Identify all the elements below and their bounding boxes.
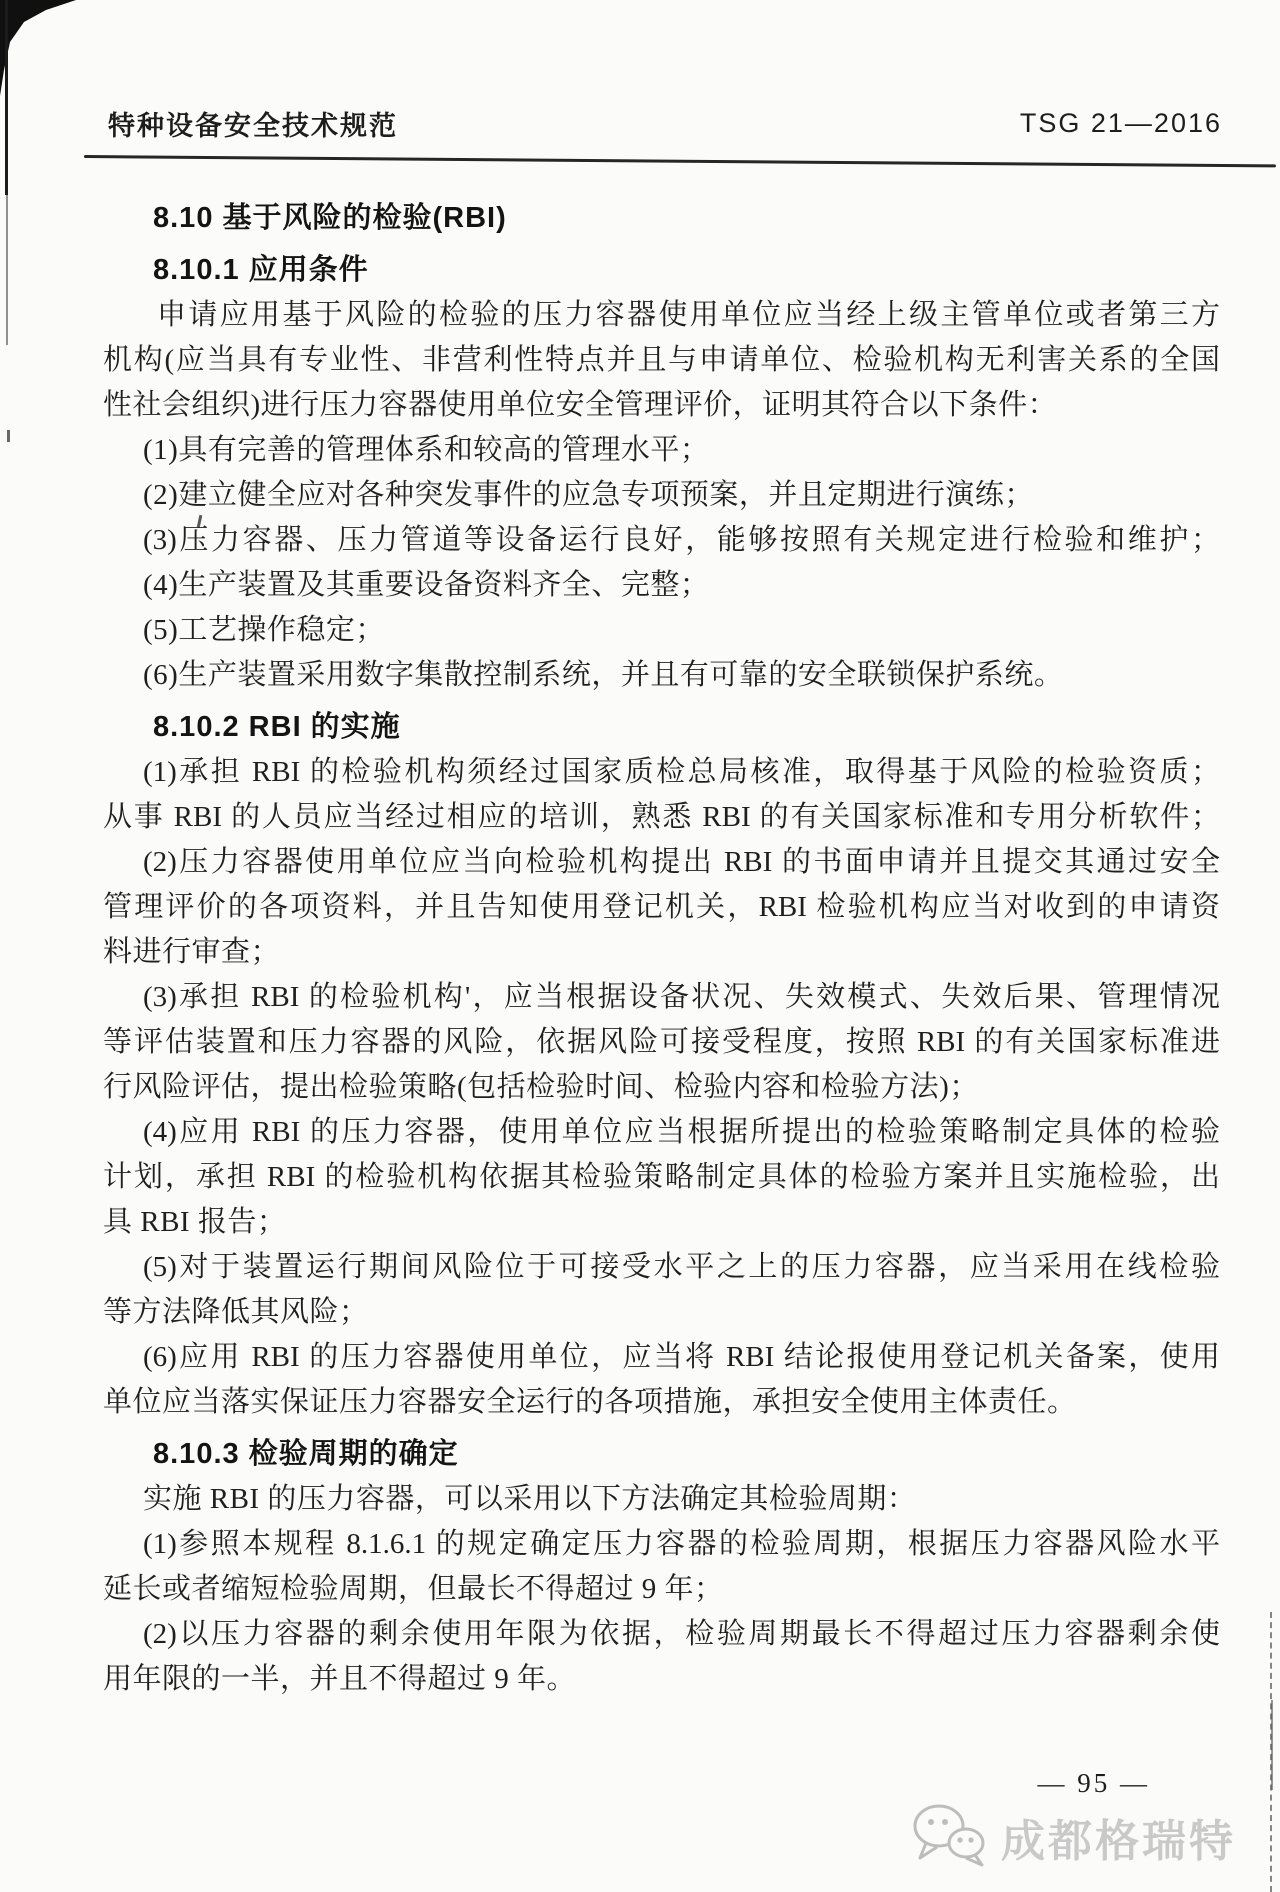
page-number: — 95 — [1037, 1768, 1150, 1798]
text-line: (6)生产装置采用数字集散控制系统，并且有可靠的安全联锁保护系统。 [143, 659, 1064, 691]
text-line: 行风险评估，提出检验策略(包括检验时间、检验内容和检验方法)； [103, 1071, 979, 1103]
text-line: 管理评价的各项资料，并且告知使用登记机关，RBI 检验机构应当对收到的申请资 [103, 891, 1220, 923]
text-line: 机构(应当具有专业性、非营利性特点并且与申请单位、检验机构无利害关系的全国 [103, 344, 1220, 376]
text-line: (5)工艺操作稳定； [143, 614, 385, 646]
section-heading: 8.10 基于风险的检验(RBI) [153, 202, 507, 234]
text-line: 从事 RBI 的人员应当经过相应的培训，熟悉 RBI 的有关国家标准和专用分析软件； [103, 801, 1220, 833]
text-line: 等评估装置和压力容器的风险，依据风险可接受程度，按照 RBI 的有关国家标准进 [103, 1026, 1220, 1058]
text-line: (1)参照本规程 8.1.6.1 的规定确定压力容器的检验周期，根据压力容器风险水平 [143, 1528, 1220, 1560]
text-line: (5)对于装置运行期间风险位于可接受水平之上的压力容器，应当采用在线检验 [143, 1251, 1220, 1283]
scan-edge-line [6, 195, 8, 345]
text-line: (1)承担 RBI 的检验机构须经过国家质检总局核准，取得基于风险的检验资质； [143, 756, 1220, 788]
text-line: (4)应用 RBI 的压力容器，使用单位应当根据所提出的检验策略制定具体的检验 [143, 1116, 1220, 1148]
text-line: (6)应用 RBI 的压力容器使用单位，应当将 RBI 结论报使用登记机关备案，使用 [143, 1341, 1220, 1373]
text-line: (2)压力容器使用单位应当向检验机构提出 RBI 的书面申请并且提交其通过安全 [143, 846, 1220, 878]
text-line: 延长或者缩短检验周期，但最长不得超过 9 年； [103, 1573, 724, 1605]
text-line: (3)承担 RBI 的检验机构'，应当根据设备状况、失效模式、失效后果、管理情况 [143, 981, 1220, 1013]
text-line: 性社会组织)进行压力容器使用单位安全管理评价，证明其符合以下条件： [103, 389, 1058, 421]
text-line: (4)生产装置及其重要设备资料齐全、完整； [143, 569, 710, 601]
section-heading: 8.10.1 应用条件 [153, 254, 369, 286]
document-body [103, 196, 1220, 1702]
text-line: 计划，承担 RBI 的检验机构依据其检验策略制定具体的检验方案并且实施检验，出 [103, 1161, 1220, 1193]
document-header-code: TSG 21—2016 [1019, 108, 1222, 138]
scan-edge-line [5, 0, 8, 195]
scan-edge-line [1271, 1700, 1273, 1790]
document-header-title: 特种设备安全技术规范 [108, 111, 398, 141]
text-line: 具 RBI 报告； [103, 1206, 287, 1238]
text-line: (3)压力容器、压力管道等设备运行良好，能够按照有关规定进行检验和维护； [143, 524, 1220, 556]
text-line: 单位应当落实保证压力容器安全运行的各项措施，承担安全使用主体责任。 [103, 1386, 1077, 1418]
section-heading: 8.10.2 RBI 的实施 [153, 711, 401, 743]
scan-speck [7, 430, 10, 442]
text-line: 用年限的一半，并且不得超过 9 年。 [103, 1663, 577, 1695]
text-line: (1)具有完善的管理体系和较高的管理水平； [143, 434, 710, 466]
wechat-logo-icon [911, 1800, 991, 1873]
section-heading: 8.10.3 检验周期的确定 [153, 1438, 459, 1470]
text-line: 实施 RBI 的压力容器，可以采用以下方法确定其检验周期： [143, 1483, 917, 1515]
text-line: 料进行审查； [103, 936, 281, 968]
text-line: (2)以压力容器的剩余使用年限为依据，检验周期最长不得超过压力容器剩余使 [143, 1618, 1220, 1650]
watermark [911, 1800, 1236, 1873]
text-line: 等方法降低其风险； [103, 1296, 369, 1328]
header-divider [84, 155, 1276, 167]
text-line: (2)建立健全应对各种突发事件的应急专项预案，并且定期进行演练； [143, 479, 1034, 511]
scan-corner-artifact [0, 0, 80, 96]
text-line: 申请应用基于风险的检验的压力容器使用单位应当经上级主管单位或者第三方 [157, 299, 1220, 331]
watermark-text: 成都格瑞特 [1001, 1816, 1236, 1866]
